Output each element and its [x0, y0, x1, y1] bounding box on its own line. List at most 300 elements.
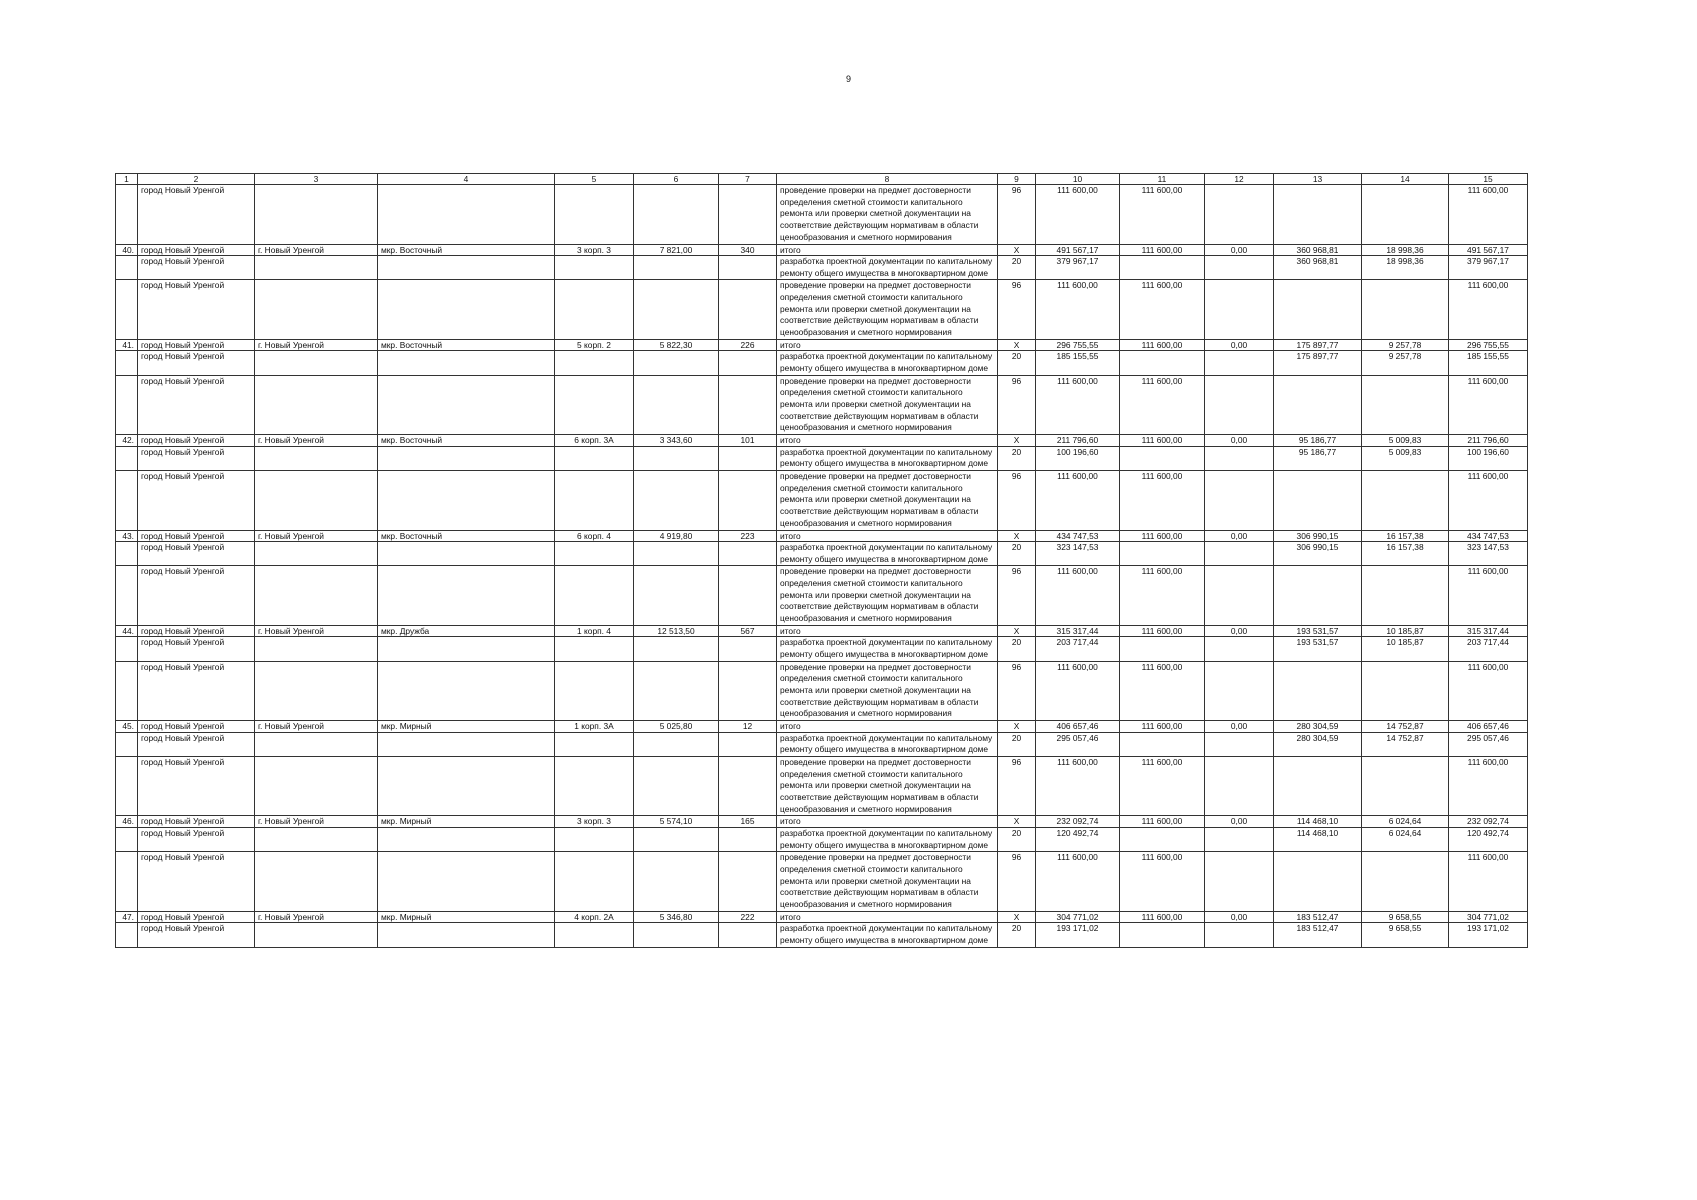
cell-residents: [719, 637, 777, 661]
cell-work-code: 20: [998, 732, 1036, 756]
table-row: [116, 911, 1528, 922]
cell-total-cost: 304 771,02: [1036, 911, 1120, 922]
cell-settlement: [255, 541, 378, 565]
cell-settlement: [255, 375, 378, 435]
cell-area: [634, 637, 719, 661]
cell-row-number: [116, 661, 138, 721]
cell-grand-total: 434 747,53: [1449, 530, 1528, 541]
table-row: [116, 661, 1528, 721]
cell-fund-cost: 111 600,00: [1120, 721, 1205, 732]
column-header: 7: [719, 174, 777, 185]
cell-total-cost: 111 600,00: [1036, 280, 1120, 340]
cell-work-code: X: [998, 911, 1036, 922]
cell-row-number: 47.: [116, 911, 138, 922]
cell-work-type: итого: [777, 530, 998, 541]
table-row: [116, 530, 1528, 541]
cell-grand-total: 111 600,00: [1449, 185, 1528, 245]
cell-fund-cost: [1120, 923, 1205, 947]
cell-work-code: 96: [998, 185, 1036, 245]
cell-total-cost: 111 600,00: [1036, 756, 1120, 816]
cell-street: [378, 541, 555, 565]
cell-municipality: город Новый Уренгой: [138, 435, 255, 446]
cell-fund-cost: 111 600,00: [1120, 470, 1205, 530]
cell-area: [634, 185, 719, 245]
cell-grand-total: 111 600,00: [1449, 852, 1528, 912]
cell-area: 5 025,80: [634, 721, 719, 732]
cell-work-type: проведение проверки на предмет достоверности определения сметной стоимости капитального ремонта или проверки сметной документации на соответствие действующим нормативам в области ценообразования и сметного нормирования: [777, 756, 998, 816]
table-row: [116, 637, 1528, 661]
cell-row-number: [116, 255, 138, 279]
cell-municipality: город Новый Уренгой: [138, 566, 255, 626]
cell-budget-cost: 0,00: [1205, 435, 1274, 446]
table-row: [116, 541, 1528, 565]
cell-work-code: 20: [998, 827, 1036, 851]
cell-work-code: 20: [998, 923, 1036, 947]
cell-residents: [719, 280, 777, 340]
cell-budget-cost: [1205, 661, 1274, 721]
cell-area: 5 822,30: [634, 339, 719, 350]
cell-area: 5 574,10: [634, 816, 719, 827]
cell-work-type: итого: [777, 911, 998, 922]
cell-row-number: [116, 280, 138, 340]
cell-work-type: разработка проектной документации по капитальному ремонту общего имущества в многоквартирном доме: [777, 827, 998, 851]
cell-other-funds: [1362, 470, 1449, 530]
cell-area: [634, 923, 719, 947]
cell-owner-funds: 280 304,59: [1274, 732, 1362, 756]
cell-house-number: [555, 852, 634, 912]
cell-total-cost: 120 492,74: [1036, 827, 1120, 851]
cell-house-number: 1 корп. 3А: [555, 721, 634, 732]
cell-residents: 223: [719, 530, 777, 541]
cell-house-number: [555, 661, 634, 721]
cell-area: [634, 280, 719, 340]
cell-total-cost: 232 092,74: [1036, 816, 1120, 827]
cell-budget-cost: [1205, 923, 1274, 947]
cell-municipality: город Новый Уренгой: [138, 923, 255, 947]
cell-settlement: [255, 756, 378, 816]
cell-street: мкр. Дружба: [378, 625, 555, 636]
cell-total-cost: 203 717,44: [1036, 637, 1120, 661]
table-row: [116, 721, 1528, 732]
cell-house-number: 3 корп. 3: [555, 816, 634, 827]
cell-budget-cost: [1205, 470, 1274, 530]
cell-budget-cost: [1205, 732, 1274, 756]
cell-residents: [719, 661, 777, 721]
cell-street: [378, 852, 555, 912]
table-row: [116, 375, 1528, 435]
cell-municipality: город Новый Уренгой: [138, 541, 255, 565]
cell-other-funds: [1362, 756, 1449, 816]
cell-settlement: [255, 351, 378, 375]
cell-settlement: г. Новый Уренгой: [255, 911, 378, 922]
cell-fund-cost: 111 600,00: [1120, 435, 1205, 446]
cell-settlement: [255, 185, 378, 245]
cell-house-number: 6 корп. 3А: [555, 435, 634, 446]
cell-other-funds: 10 185,87: [1362, 637, 1449, 661]
cell-house-number: [555, 827, 634, 851]
cell-fund-cost: 111 600,00: [1120, 566, 1205, 626]
cell-work-code: 20: [998, 351, 1036, 375]
cell-budget-cost: [1205, 351, 1274, 375]
cell-house-number: [555, 185, 634, 245]
cell-municipality: город Новый Уренгой: [138, 446, 255, 470]
cell-grand-total: 211 796,60: [1449, 435, 1528, 446]
cell-work-type: разработка проектной документации по капитальному ремонту общего имущества в многоквартирном доме: [777, 541, 998, 565]
cell-owner-funds: 193 531,57: [1274, 625, 1362, 636]
cell-budget-cost: [1205, 566, 1274, 626]
cell-fund-cost: [1120, 446, 1205, 470]
cell-total-cost: 111 600,00: [1036, 185, 1120, 245]
cell-street: [378, 255, 555, 279]
cell-area: 7 821,00: [634, 244, 719, 255]
cell-budget-cost: 0,00: [1205, 911, 1274, 922]
cell-owner-funds: 95 186,77: [1274, 446, 1362, 470]
cell-work-type: разработка проектной документации по капитальному ремонту общего имущества в многоквартирном доме: [777, 637, 998, 661]
cell-owner-funds: 114 468,10: [1274, 827, 1362, 851]
cell-other-funds: 5 009,83: [1362, 435, 1449, 446]
cell-work-code: X: [998, 339, 1036, 350]
cell-house-number: [555, 375, 634, 435]
cell-grand-total: 185 155,55: [1449, 351, 1528, 375]
cell-owner-funds: 360 968,81: [1274, 255, 1362, 279]
cell-fund-cost: [1120, 732, 1205, 756]
cell-other-funds: 14 752,87: [1362, 732, 1449, 756]
cell-grand-total: 111 600,00: [1449, 566, 1528, 626]
column-number-row: [116, 174, 1528, 185]
cell-other-funds: 5 009,83: [1362, 446, 1449, 470]
cell-work-type: разработка проектной документации по капитальному ремонту общего имущества в многоквартирном доме: [777, 446, 998, 470]
cell-owner-funds: [1274, 470, 1362, 530]
cell-row-number: [116, 827, 138, 851]
cell-work-code: X: [998, 625, 1036, 636]
cell-other-funds: 10 185,87: [1362, 625, 1449, 636]
cell-row-number: [116, 732, 138, 756]
cell-fund-cost: 111 600,00: [1120, 852, 1205, 912]
cell-work-type: проведение проверки на предмет достоверности определения сметной стоимости капитального ремонта или проверки сметной документации на соответствие действующим нормативам в области ценообразования и сметного нормирования: [777, 852, 998, 912]
cell-other-funds: 9 257,78: [1362, 339, 1449, 350]
cell-owner-funds: 183 512,47: [1274, 911, 1362, 922]
cell-owner-funds: [1274, 566, 1362, 626]
cell-budget-cost: 0,00: [1205, 721, 1274, 732]
cell-budget-cost: 0,00: [1205, 816, 1274, 827]
table-row: [116, 566, 1528, 626]
cell-settlement: г. Новый Уренгой: [255, 625, 378, 636]
table-row: [116, 816, 1528, 827]
cell-area: [634, 756, 719, 816]
cell-owner-funds: 193 531,57: [1274, 637, 1362, 661]
table-row: [116, 244, 1528, 255]
cell-grand-total: 203 717,44: [1449, 637, 1528, 661]
cell-street: [378, 566, 555, 626]
cell-budget-cost: [1205, 756, 1274, 816]
cell-house-number: [555, 470, 634, 530]
cell-residents: [719, 852, 777, 912]
cell-area: [634, 351, 719, 375]
cell-total-cost: 295 057,46: [1036, 732, 1120, 756]
cell-grand-total: 379 967,17: [1449, 255, 1528, 279]
cell-other-funds: 9 257,78: [1362, 351, 1449, 375]
cell-area: [634, 732, 719, 756]
cell-work-type: проведение проверки на предмет достоверности определения сметной стоимости капитального ремонта или проверки сметной документации на соответствие действующим нормативам в области ценообразования и сметного нормирования: [777, 470, 998, 530]
cell-house-number: [555, 280, 634, 340]
column-header: 5: [555, 174, 634, 185]
cell-fund-cost: 111 600,00: [1120, 816, 1205, 827]
cell-residents: [719, 185, 777, 245]
cell-other-funds: [1362, 852, 1449, 912]
cell-work-type: проведение проверки на предмет достоверности определения сметной стоимости капитального ремонта или проверки сметной документации на соответствие действующим нормативам в области ценообразования и сметного нормирования: [777, 375, 998, 435]
cell-row-number: [116, 637, 138, 661]
cell-other-funds: 6 024,64: [1362, 816, 1449, 827]
cell-work-code: 96: [998, 280, 1036, 340]
cell-work-code: 96: [998, 661, 1036, 721]
cell-work-type: итого: [777, 625, 998, 636]
cell-street: [378, 351, 555, 375]
cell-other-funds: 9 658,55: [1362, 911, 1449, 922]
cell-house-number: [555, 446, 634, 470]
cell-fund-cost: [1120, 541, 1205, 565]
table-row: [116, 756, 1528, 816]
cell-grand-total: 111 600,00: [1449, 375, 1528, 435]
cell-house-number: 3 корп. 3: [555, 244, 634, 255]
cell-row-number: [116, 923, 138, 947]
cell-row-number: 41.: [116, 339, 138, 350]
cell-budget-cost: [1205, 185, 1274, 245]
cell-settlement: г. Новый Уренгой: [255, 435, 378, 446]
cell-grand-total: 296 755,55: [1449, 339, 1528, 350]
cell-work-type: разработка проектной документации по капитальному ремонту общего имущества в многоквартирном доме: [777, 923, 998, 947]
table-row: [116, 435, 1528, 446]
cell-house-number: 6 корп. 4: [555, 530, 634, 541]
cell-budget-cost: 0,00: [1205, 530, 1274, 541]
cell-municipality: город Новый Уренгой: [138, 280, 255, 340]
cell-municipality: город Новый Уренгой: [138, 185, 255, 245]
cell-budget-cost: [1205, 541, 1274, 565]
table-body: [116, 185, 1528, 948]
cell-area: 12 513,50: [634, 625, 719, 636]
cell-municipality: город Новый Уренгой: [138, 827, 255, 851]
cell-work-code: 20: [998, 637, 1036, 661]
cell-work-type: итого: [777, 435, 998, 446]
column-header: 9: [998, 174, 1036, 185]
cell-settlement: г. Новый Уренгой: [255, 721, 378, 732]
cell-row-number: [116, 185, 138, 245]
cell-settlement: [255, 255, 378, 279]
cell-owner-funds: [1274, 852, 1362, 912]
cell-work-type: разработка проектной документации по капитальному ремонту общего имущества в многоквартирном доме: [777, 732, 998, 756]
cell-grand-total: 111 600,00: [1449, 280, 1528, 340]
cell-owner-funds: 114 468,10: [1274, 816, 1362, 827]
cell-owner-funds: 175 897,77: [1274, 351, 1362, 375]
cell-budget-cost: [1205, 375, 1274, 435]
cell-budget-cost: [1205, 827, 1274, 851]
cell-other-funds: 6 024,64: [1362, 827, 1449, 851]
cell-residents: [719, 756, 777, 816]
cell-work-code: 96: [998, 470, 1036, 530]
column-header: 3: [255, 174, 378, 185]
cell-house-number: [555, 541, 634, 565]
cell-grand-total: 232 092,74: [1449, 816, 1528, 827]
cell-budget-cost: [1205, 280, 1274, 340]
cell-municipality: город Новый Уренгой: [138, 852, 255, 912]
cell-residents: [719, 375, 777, 435]
cell-work-type: итого: [777, 816, 998, 827]
cell-other-funds: [1362, 185, 1449, 245]
cell-fund-cost: [1120, 827, 1205, 851]
column-header: 6: [634, 174, 719, 185]
cell-residents: [719, 732, 777, 756]
cell-residents: [719, 566, 777, 626]
cell-owner-funds: 306 990,15: [1274, 541, 1362, 565]
cell-street: [378, 756, 555, 816]
cell-total-cost: 193 171,02: [1036, 923, 1120, 947]
cell-work-type: разработка проектной документации по капитальному ремонту общего имущества в многоквартирном доме: [777, 351, 998, 375]
cell-residents: [719, 827, 777, 851]
cell-grand-total: 111 600,00: [1449, 470, 1528, 530]
cell-street: мкр. Восточный: [378, 530, 555, 541]
table-row: [116, 339, 1528, 350]
cell-budget-cost: [1205, 446, 1274, 470]
cell-budget-cost: [1205, 852, 1274, 912]
cell-residents: 567: [719, 625, 777, 636]
cell-budget-cost: [1205, 637, 1274, 661]
cell-work-code: X: [998, 721, 1036, 732]
cell-municipality: город Новый Уренгой: [138, 816, 255, 827]
cell-row-number: 46.: [116, 816, 138, 827]
cell-settlement: [255, 661, 378, 721]
cell-work-code: X: [998, 816, 1036, 827]
cell-street: мкр. Мирный: [378, 911, 555, 922]
cell-total-cost: 185 155,55: [1036, 351, 1120, 375]
cell-municipality: город Новый Уренгой: [138, 637, 255, 661]
cell-work-type: проведение проверки на предмет достоверности определения сметной стоимости капитального ремонта или проверки сметной документации на соответствие действующим нормативам в области ценообразования и сметного нормирования: [777, 566, 998, 626]
cell-owner-funds: [1274, 185, 1362, 245]
table-row: [116, 470, 1528, 530]
cell-total-cost: 211 796,60: [1036, 435, 1120, 446]
cell-budget-cost: 0,00: [1205, 339, 1274, 350]
cell-total-cost: 491 567,17: [1036, 244, 1120, 255]
table-row: [116, 446, 1528, 470]
cell-residents: [719, 470, 777, 530]
cell-grand-total: 111 600,00: [1449, 756, 1528, 816]
cell-street: [378, 375, 555, 435]
cell-settlement: [255, 852, 378, 912]
cell-row-number: [116, 852, 138, 912]
cell-grand-total: 295 057,46: [1449, 732, 1528, 756]
cell-street: [378, 732, 555, 756]
cell-row-number: 42.: [116, 435, 138, 446]
page-number: 9: [845, 74, 851, 84]
cell-house-number: [555, 566, 634, 626]
cell-other-funds: 18 998,36: [1362, 255, 1449, 279]
cell-fund-cost: [1120, 351, 1205, 375]
cell-municipality: город Новый Уренгой: [138, 756, 255, 816]
cell-fund-cost: 111 600,00: [1120, 911, 1205, 922]
cell-other-funds: 16 157,38: [1362, 541, 1449, 565]
cell-owner-funds: [1274, 661, 1362, 721]
cell-municipality: город Новый Уренгой: [138, 470, 255, 530]
cell-row-number: [116, 446, 138, 470]
cell-house-number: [555, 255, 634, 279]
cell-owner-funds: 175 897,77: [1274, 339, 1362, 350]
cell-street: [378, 470, 555, 530]
table-row: [116, 185, 1528, 245]
cell-municipality: город Новый Уренгой: [138, 661, 255, 721]
cell-residents: 101: [719, 435, 777, 446]
cell-work-type: проведение проверки на предмет достоверности определения сметной стоимости капитального ремонта или проверки сметной документации на соответствие действующим нормативам в области ценообразования и сметного нормирования: [777, 185, 998, 245]
column-header: 1: [116, 174, 138, 185]
cell-street: мкр. Мирный: [378, 721, 555, 732]
cell-grand-total: 193 171,02: [1449, 923, 1528, 947]
cell-grand-total: 406 657,46: [1449, 721, 1528, 732]
cell-municipality: город Новый Уренгой: [138, 255, 255, 279]
cell-work-code: 96: [998, 566, 1036, 626]
cell-fund-cost: 111 600,00: [1120, 625, 1205, 636]
table-row: [116, 280, 1528, 340]
column-header: 2: [138, 174, 255, 185]
cell-fund-cost: 111 600,00: [1120, 375, 1205, 435]
cell-work-type: итого: [777, 244, 998, 255]
cell-street: мкр. Восточный: [378, 339, 555, 350]
cell-owner-funds: 360 968,81: [1274, 244, 1362, 255]
cell-area: [634, 852, 719, 912]
cell-owner-funds: 280 304,59: [1274, 721, 1362, 732]
cell-street: [378, 827, 555, 851]
cell-house-number: [555, 732, 634, 756]
cell-area: 3 343,60: [634, 435, 719, 446]
cell-fund-cost: 111 600,00: [1120, 244, 1205, 255]
cell-residents: 222: [719, 911, 777, 922]
cell-settlement: г. Новый Уренгой: [255, 244, 378, 255]
table-row: [116, 625, 1528, 636]
cell-grand-total: 100 196,60: [1449, 446, 1528, 470]
cell-residents: 12: [719, 721, 777, 732]
cell-settlement: [255, 637, 378, 661]
column-header: 14: [1362, 174, 1449, 185]
cell-owner-funds: [1274, 280, 1362, 340]
cell-area: [634, 566, 719, 626]
cell-municipality: город Новый Уренгой: [138, 732, 255, 756]
cell-total-cost: 406 657,46: [1036, 721, 1120, 732]
cell-work-code: 20: [998, 255, 1036, 279]
cell-work-code: 20: [998, 446, 1036, 470]
cell-grand-total: 491 567,17: [1449, 244, 1528, 255]
cell-fund-cost: 111 600,00: [1120, 661, 1205, 721]
cell-other-funds: 9 658,55: [1362, 923, 1449, 947]
cell-row-number: 45.: [116, 721, 138, 732]
table-row: [116, 827, 1528, 851]
cell-area: [634, 255, 719, 279]
cell-settlement: г. Новый Уренгой: [255, 339, 378, 350]
cell-municipality: город Новый Уренгой: [138, 375, 255, 435]
cell-owner-funds: 95 186,77: [1274, 435, 1362, 446]
cell-total-cost: 111 600,00: [1036, 375, 1120, 435]
cell-settlement: [255, 470, 378, 530]
cell-house-number: [555, 637, 634, 661]
cell-settlement: [255, 446, 378, 470]
cell-residents: 340: [719, 244, 777, 255]
cell-total-cost: 111 600,00: [1036, 566, 1120, 626]
column-header: 8: [777, 174, 998, 185]
cell-row-number: 40.: [116, 244, 138, 255]
cell-street: мкр. Восточный: [378, 244, 555, 255]
table-row: [116, 732, 1528, 756]
cell-municipality: город Новый Уренгой: [138, 911, 255, 922]
cell-settlement: [255, 280, 378, 340]
cell-work-code: X: [998, 435, 1036, 446]
cell-house-number: [555, 351, 634, 375]
cell-house-number: 5 корп. 2: [555, 339, 634, 350]
cell-work-code: 96: [998, 756, 1036, 816]
